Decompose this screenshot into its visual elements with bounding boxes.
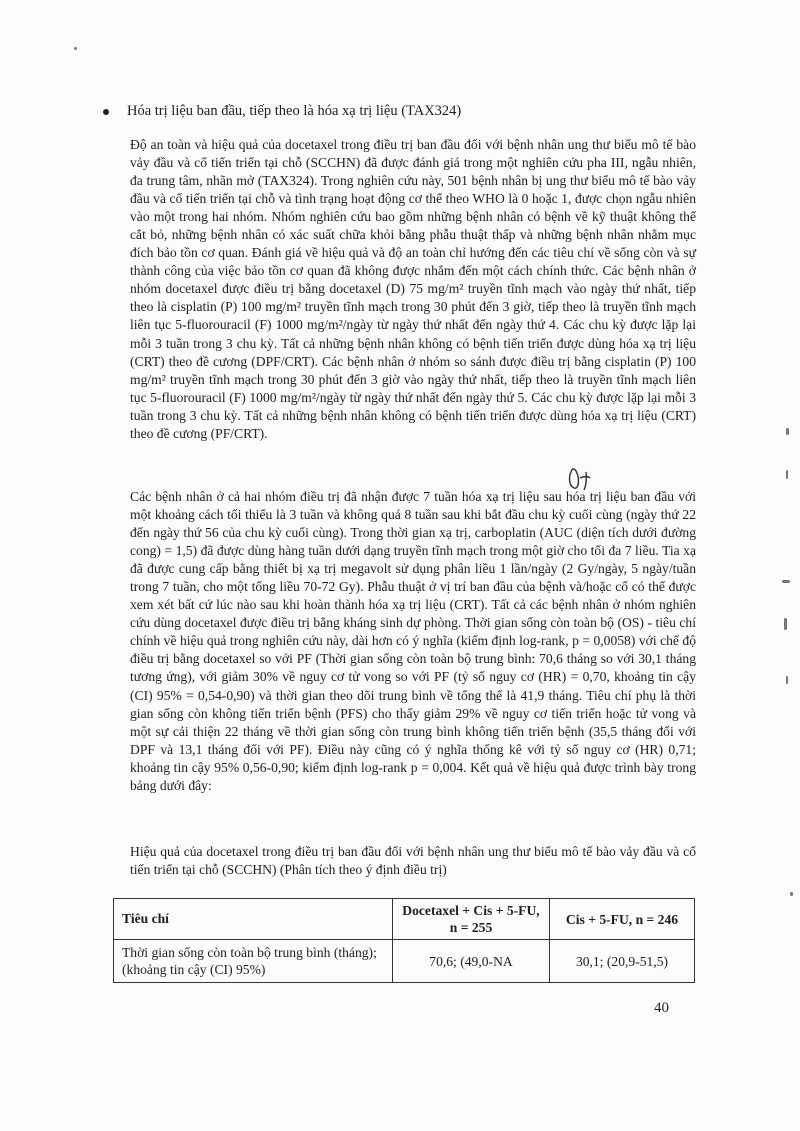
paragraph-study-design: Độ an toàn và hiệu quả của docetaxel trong điều trị ban đầu đối với bệnh nhân ung thư biểu mô tế bào vảy đầu và cổ tiến triển tại chỗ (SCCHN) đã được đánh giá trong một nghiên cứu pha III, ngẫu nhiên, đa trung tâm, nhãn mở (TAX324). Trong nghiên cứu này, 501 bệnh nhân bị ung thư biểu mô tế bào vảy đầu và cổ tiến triển tại chỗ và tình trạng hoạt động cơ thể theo WHO là 0 hoặc 1, được chọn ngẫu nhiên vào một trong hai nhóm. Nhóm nghiên cứu bao gồm những bệnh nhân có bệnh về kỹ thuật không thể cắt bỏ, những bệnh nhân có xác suất chữa khỏi bằng phẫu thuật thấp và những bệnh nhân nhằm mục đích bảo tồn cơ quan. Đánh giá về hiệu quả và độ an toàn chỉ hướng đến các tiêu chí về sống còn và sự thành công của việc bảo tồn cơ quan đã không được nhắm đến một cách chính thức. Các bệnh nhân ở nhóm docetaxel được điều trị bằng docetaxel (D) 75 mg/m² truyền tĩnh mạch vào ngày thứ nhất, tiếp theo là cisplatin (P) 100 mg/m² truyền tĩnh mạch trong 30 phút đến 3 giờ, tiếp theo là truyền tĩnh mạch liên tục 5-fluorouracil (F) 1000 mg/m²/ngày từ ngày thứ nhất đến ngày thứ 4. Các chu kỳ được lặp lại mỗi 3 tuần trong 3 chu kỳ. Tất cả những bệnh nhân không có bệnh tiến triển được dùng hóa xạ trị liệu (CRT) theo đề cương (DPF/CRT). Các bệnh nhân ở nhóm so sánh được điều trị bằng cisplatin (P) 100 mg/m² truyền tĩnh mạch trong 30 phút đến 3 giờ vào ngày thứ nhất, tiếp theo là truyền tĩnh mạch liên tục 5-fluorouracil (F) 1000 mg/m²/ngày từ ngày thứ nhất đến ngày thứ 5. Các chu kỳ được lặp lại mỗi 3 tuần trong 3 chu kỳ. Tất cả những bệnh nhân không có bệnh tiến triển được dùng hóa xạ trị liệu (CRT) theo đề cương (PF/CRT). [130,137,696,441]
bullet-heading [103,103,461,120]
table-cell: 30,1; (20,9-51,5) [550,940,695,983]
page-number: 40 [654,1000,669,1016]
table-header-row [114,899,695,940]
bullet-heading-text: Hóa trị liệu ban đầu, tiếp theo là hóa xạ trị liệu (TAX324) [127,103,462,119]
table-header-cell: Docetaxel + Cis + 5-FU, n = 255 [393,899,550,940]
table-header-cell: Tiêu chí [114,899,393,940]
table-cell: Thời gian sống còn toàn bộ trung bình (tháng); (khoảng tin cậy (CI) 95%) [114,940,393,983]
efficacy-table [113,898,695,983]
table-caption: Hiệu quả của docetaxel trong điều trị ban đầu đối với bệnh nhân ung thư biểu mô tế bào vảy đầu và cổ tiến triển tại chỗ (SCCHN) (Phân tích theo ý định điều trị) [130,844,696,878]
table-row [114,940,695,983]
table-cell: 70,6; (49,0-NA [393,940,550,983]
paragraph-results: Các bệnh nhân ở cả hai nhóm điều trị đã nhận được 7 tuần hóa xạ trị liệu sau hóa trị liệu ban đầu với một khoảng cách tối thiểu là 3 tuần và không quá 8 tuần sau khi bắt đầu chu kỳ cuối cùng (ngày thứ 22 đến ngày thứ 56 của chu kỳ cuối cùng). Trong thời gian xạ trị, carboplatin (AUC (diện tích dưới đường cong) = 1,5) đã được dùng hàng tuần dưới dạng truyền tĩnh mạch trong một giờ cho tối đa 7 liều. Tia xạ đã được cung cấp bằng thiết bị xạ trị megavolt sử dụng phân liều 1 lần/ngày (2 Gy/ngày, 5 ngày/tuần trong 7 tuần, cho một tổng liều 70-72 Gy). Phẫu thuật ở vị trí ban đầu của bệnh và/hoặc cổ có thể được xem xét bất cứ lúc nào sau khi hoàn thành hóa xạ trị liệu (CRT). Tất cả các bệnh nhân ở nhóm nghiên cứu dùng docetaxel được điều trị bằng kháng sinh dự phòng. Thời gian sống còn toàn bộ (OS) - tiêu chí chính về hiệu quả trong nghiên cứu này, dài hơn có ý nghĩa (kiểm định log-rank, p = 0,0058) với chế độ điều trị bằng docetaxel so với PF (Thời gian sống còn toàn bộ trung bình: 70,6 tháng so với 30,1 tháng tương ứng), với giảm 30% về nguy cơ tử vong so với PF (tỷ số nguy cơ (HR) = 0,70, khoảng tin cậy (CI) 95% = 0,54-0,90) và thời gian theo dõi trung bình về tổng thể là 41,9 tháng. Tiêu chí phụ là thời gian sống còn không tiến triển bệnh (PFS) cho thấy giảm 29% về nguy cơ tiến triển hoặc tử vong và một sự cải thiện 22 tháng về thời gian sống còn trung bình không tiến triển bệnh (35,5 tháng đối với DPF và 13,1 tháng đối với PF). Điều này cũng có ý nghĩa thống kê với tỷ số nguy cơ (HR) 0,71; khoảng tin cậy 95% 0,56-0,90; kiểm định log-rank p = 0,004. Kết quả về hiệu quả được trình bày trong bảng dưới đây: [130,489,696,793]
bullet-icon [103,109,109,115]
table-header-cell: Cis + 5-FU, n = 246 [550,899,695,940]
